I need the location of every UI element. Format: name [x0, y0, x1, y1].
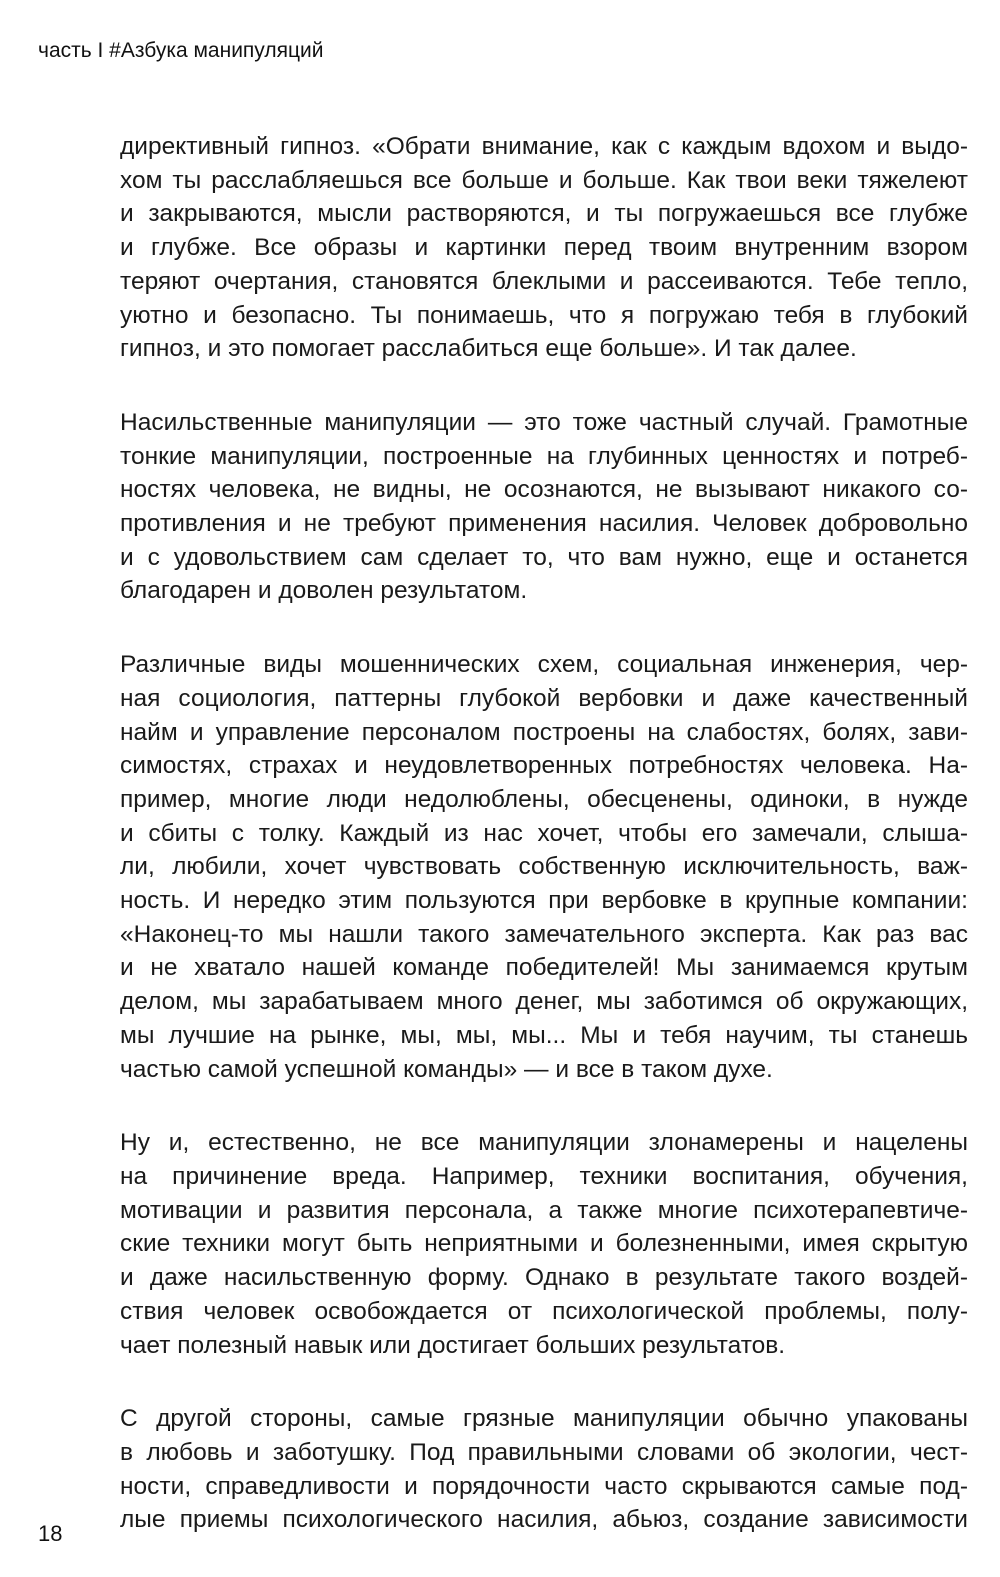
text-line: частью самой успешной команды» — и все в таком духе.: [120, 1055, 773, 1083]
text-line: и даже насильственную форму. Однако в результате такого воздей-: [120, 1264, 968, 1292]
text-line: ность. И нередко этим пользуются при вербовке в крупные компании:: [120, 887, 968, 915]
text-line: благодарен и доволен результатом.: [120, 577, 528, 605]
text-line: директивный гипноз. «Обрати внимание, как с каждым вдохом и выдо-: [120, 133, 968, 160]
text-line: ностях человека, не видны, не осознаются, не вызывают никакого со-: [120, 476, 968, 504]
text-line: пример, многие люди недолюблены, обесценены, одиноки, в нужде: [120, 785, 968, 813]
text-line: Насильственные манипуляции — это тоже частный случай. Грамотные: [120, 408, 968, 436]
text-line: ские техники могут быть неприятными и болезненными, имея скрытую: [120, 1230, 968, 1258]
text-line: лые приемы психологического насилия, абьюз, создание зависимости: [120, 1506, 968, 1534]
text-line: и глубже. Все образы и картинки перед твоим внутренним взором: [120, 234, 968, 262]
text-line: на причинение вреда. Например, техники воспитания, обучения,: [120, 1162, 968, 1190]
text-line: «Наконец-то мы нашли такого замечательного эксперта. Как раз вас: [120, 920, 968, 948]
paragraph-3: [120, 648, 968, 1086]
paragraph-2: [120, 406, 968, 608]
text-line: найм и управление персоналом построены на слабостях, болях, зави-: [120, 718, 968, 746]
text-line: теряют очертания, становятся блеклыми и рассеиваются. Тебе тепло,: [120, 267, 968, 295]
text-line: мы лучшие на рынке, мы, мы, мы... Мы и тебя научим, ты станешь: [120, 1021, 968, 1049]
text-line: и сбиты с толку. Каждый из нас хочет, чтобы его замечали, слыша-: [120, 819, 968, 847]
text-line: чает полезный навык или достигает больших результатов.: [120, 1331, 786, 1359]
paragraph-5: [120, 1402, 968, 1537]
text-line: Ну и, естественно, не все манипуляции злонамерены и нацелены: [120, 1129, 968, 1157]
body-text: [120, 130, 968, 1577]
text-line: С другой стороны, самые грязные манипуляции обычно упакованы: [120, 1405, 968, 1433]
text-line: Различные виды мошеннических схем, социальная инженерия, чер-: [120, 651, 968, 679]
text-line: ная социология, паттерны глубокой вербовки и даже качественный: [120, 684, 968, 712]
text-line: в любовь и заботушку. Под правильными словами об экологии, чест-: [120, 1438, 968, 1466]
text-line: хом ты расслабляешься все больше и больше. Как твои веки тяжелеют: [120, 166, 968, 194]
text-line: симостях, страхах и неудовлетворенных потребностях человека. На-: [120, 752, 968, 780]
text-line: мотивации и развития персонала, а также многие психотерапевтиче-: [120, 1196, 968, 1224]
text-line: гипноз, и это помогает расслабиться еще больше». И так далее.: [120, 335, 857, 363]
text-line: и с удовольствием сам сделает то, что вам нужно, еще и останется: [120, 543, 968, 571]
text-line: делом, мы зарабатываем много денег, мы заботимся об окружающих,: [120, 988, 968, 1016]
text-line: противления и не требуют применения насилия. Человек добровольно: [120, 510, 968, 538]
running-head: часть I #Азбука манипуляций: [38, 39, 324, 62]
text-line: уютно и безопасно. Ты понимаешь, что я погружаю тебя в глубокий: [120, 301, 968, 329]
text-line: тонкие манипуляции, построенные на глубинных ценностях и потреб-: [120, 442, 968, 470]
text-line: ли, любили, хочет чувствовать собственную исключительность, важ-: [120, 853, 968, 881]
paragraph-4: [120, 1126, 968, 1362]
paragraph-1: [120, 130, 968, 366]
text-line: и закрываются, мысли растворяются, и ты погружаешься все глубже: [120, 200, 968, 228]
page-number: 18: [38, 1521, 63, 1546]
text-line: ности, справедливости и порядочности часто скрываются самые под-: [120, 1472, 968, 1500]
text-line: и не хватало нашей команде победителей! Мы занимаемся крутым: [120, 954, 968, 982]
text-line: ствия человек освобождается от психологической проблемы, полу-: [120, 1297, 968, 1325]
